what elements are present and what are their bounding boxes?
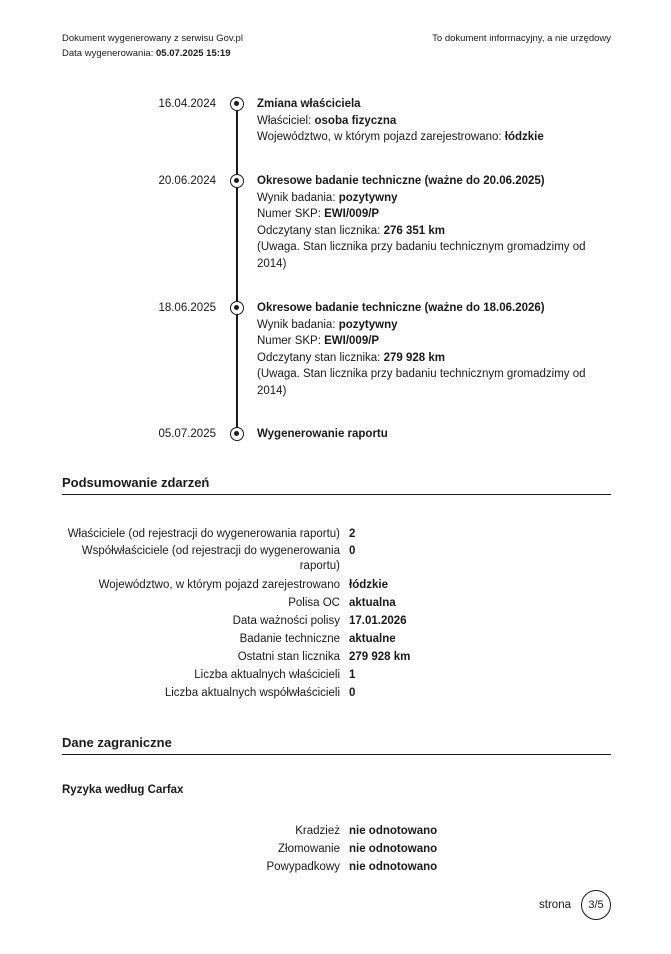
event-detail: Numer SKP: EWI/009/P	[257, 208, 380, 220]
timeline-dot-icon	[230, 97, 244, 111]
page-indicator	[539, 890, 611, 920]
summary-row	[62, 594, 611, 612]
summary-label: Polisa OC	[288, 597, 340, 609]
summary-label: Współwłaściciele (od rejestracji do wygenerowania raportu)	[81, 545, 340, 572]
timeline-line	[236, 104, 238, 434]
event-detail: Odczytany stan licznika: 279 928 km	[257, 351, 445, 364]
summary-label: Ostatni stan licznika	[237, 651, 340, 663]
event-detail: Wynik badania: pozytywny	[257, 191, 398, 204]
summary-label: Liczba aktualnych właścicieli	[194, 669, 340, 681]
summary-row	[62, 630, 611, 648]
summary-row	[62, 525, 611, 543]
carfax-row	[62, 840, 611, 858]
summary-value: 2	[349, 528, 356, 540]
event-title: Okresowe badanie techniczne (ważne do 20.06.2025)	[257, 175, 545, 187]
event-date: 20.06.2024	[158, 175, 216, 187]
summary-row	[62, 576, 611, 594]
event-title: Zmiana właściciela	[257, 98, 361, 110]
carfax-label: Powypadkowy	[266, 861, 340, 873]
event-detail: Właściciel: osoba fizyczna	[257, 114, 397, 127]
timeline-dot-icon	[230, 174, 244, 188]
summary-table	[62, 525, 611, 702]
carfax-value: nie odnotowano	[349, 861, 438, 873]
section-title-foreign: Dane zagraniczne	[62, 735, 611, 755]
summary-label: Liczba aktualnych współwłaścicieli	[164, 687, 340, 699]
carfax-table	[62, 822, 611, 876]
carfax-value: nie odnotowano	[349, 843, 438, 855]
event-detail: Odczytany stan licznika: 276 351 km	[257, 224, 445, 237]
summary-value: 0	[349, 687, 356, 699]
summary-label: Data ważności polisy	[232, 615, 340, 627]
timeline-dot-icon	[230, 427, 244, 441]
carfax-value: nie odnotowano	[349, 825, 438, 837]
event-date: 16.04.2024	[158, 98, 216, 110]
summary-label: Województwo, w którym pojazd zarejestrowano	[98, 579, 340, 591]
event-note: (Uwaga. Stan licznika przy badaniu technicznym gromadzimy od 2014)	[257, 368, 586, 397]
document-header-left	[62, 31, 243, 61]
summary-value: 17.01.2026	[349, 615, 407, 627]
summary-row	[62, 666, 611, 684]
carfax-label: Złomowanie	[278, 843, 340, 855]
event-title: Wygenerowanie raportu	[257, 428, 388, 440]
informational-note: To dokument informacyjny, a nie urzędowy	[432, 33, 611, 44]
event-title: Okresowe badanie techniczne (ważne do 18.06.2026)	[257, 302, 545, 314]
event-date: 05.07.2025	[158, 428, 216, 440]
summary-label: Badanie techniczne	[239, 633, 340, 645]
generation-date-value: 05.07.2025 15:19	[156, 48, 231, 59]
generation-date	[62, 46, 243, 61]
event-detail: Województwo, w którym pojazd zarejestrowano: łódzkie	[257, 131, 544, 143]
summary-row	[62, 544, 611, 574]
page-number-badge: 3/5	[581, 890, 611, 920]
carfax-label: Kradzież	[295, 825, 340, 837]
carfax-row	[62, 822, 611, 840]
summary-value: 279 928 km	[349, 651, 411, 663]
summary-value: 1	[349, 669, 356, 681]
section-title-summary: Podsumowanie zdarzeń	[62, 475, 611, 495]
summary-value: aktualne	[349, 633, 396, 645]
event-date: 18.06.2025	[158, 302, 216, 314]
summary-value: łódzkie	[349, 579, 388, 591]
summary-row	[62, 648, 611, 666]
timeline-dot-icon	[230, 301, 244, 315]
event-detail: Numer SKP: EWI/009/P	[257, 335, 380, 347]
event-detail: Wynik badania: pozytywny	[257, 318, 398, 331]
summary-value: 0	[349, 545, 356, 557]
page-label: strona	[539, 899, 571, 911]
summary-label: Właściciele (od rejestracji do wygenerowania raportu)	[67, 528, 340, 540]
event-note: (Uwaga. Stan licznika przy badaniu technicznym gromadzimy od 2014)	[257, 241, 586, 270]
summary-row	[62, 612, 611, 630]
source-note: Dokument wygenerowany z serwisu Gov.pl	[62, 33, 243, 44]
summary-value: aktualna	[349, 597, 396, 609]
carfax-subtitle: Ryzyka według Carfax	[62, 784, 184, 796]
summary-row	[62, 684, 611, 702]
generation-date-label: Data wygenerowania:	[62, 48, 154, 59]
carfax-row	[62, 858, 611, 876]
